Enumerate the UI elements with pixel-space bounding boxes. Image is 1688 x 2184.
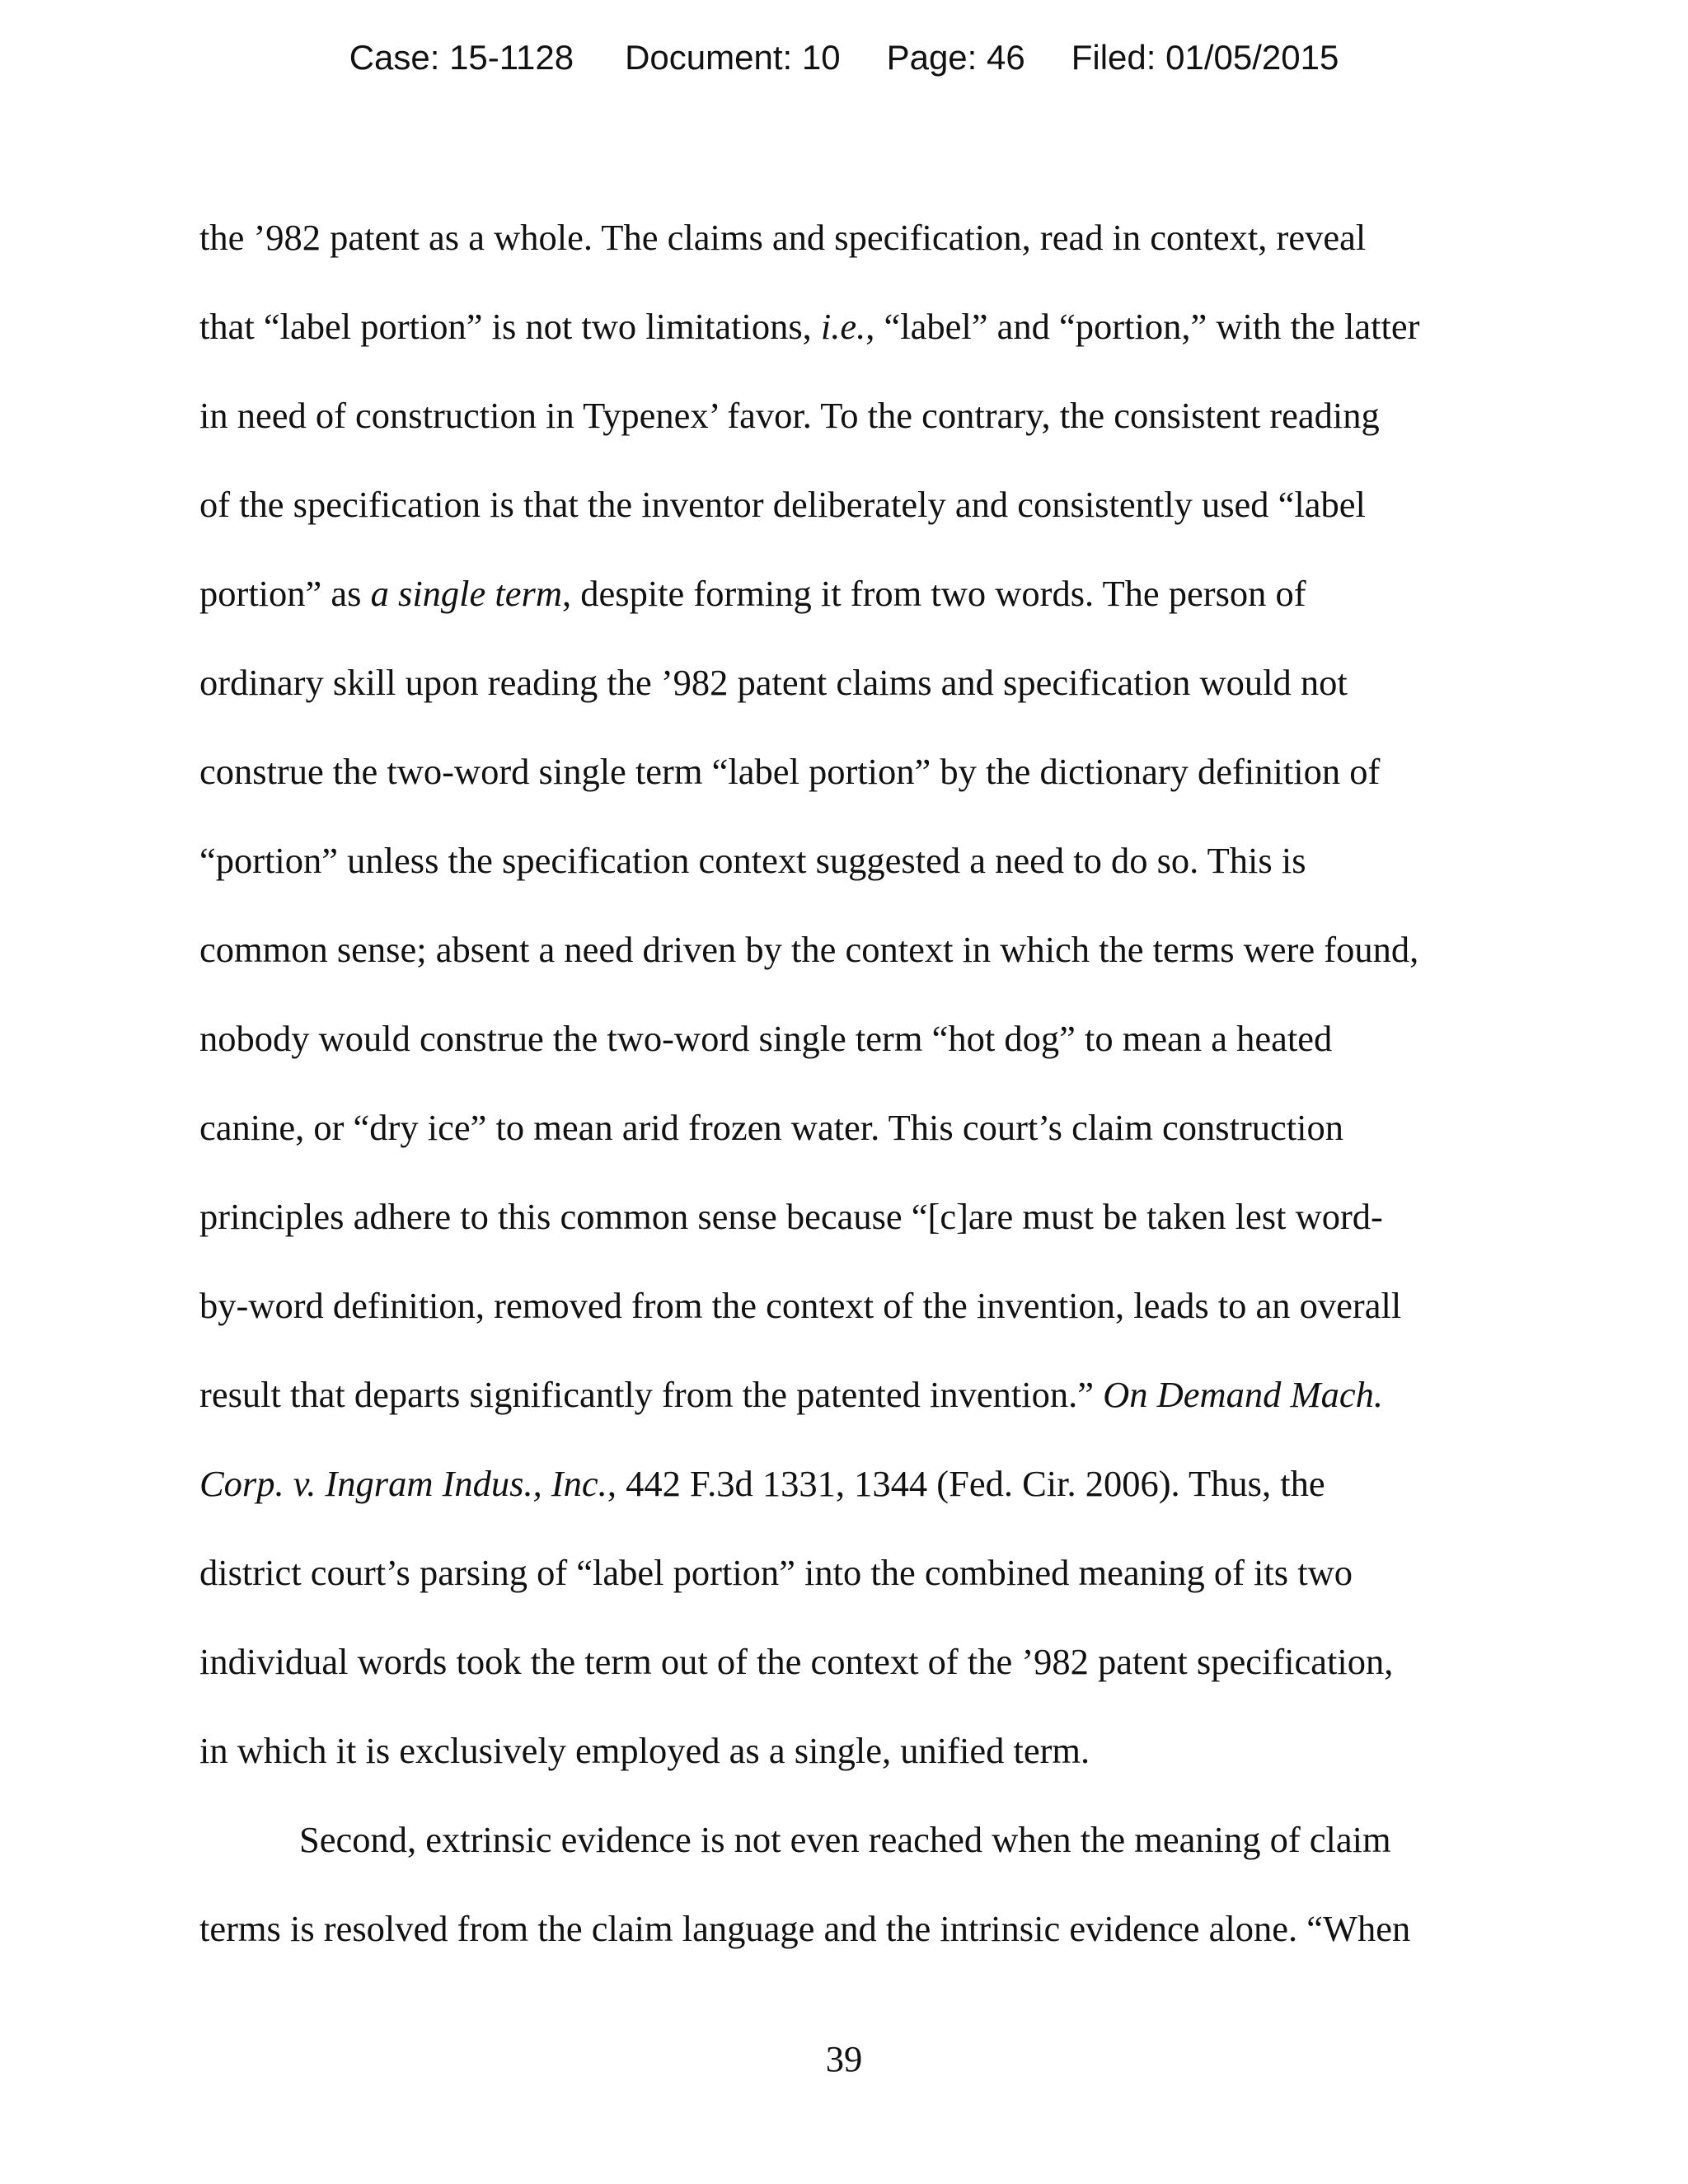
text-line: “portion” unless the specification context suggested a need to do so. This is [199,840,1306,881]
text-line: in which it is exclusively employed as a single, unified term. [199,1730,1090,1771]
text-line: canine, or “dry ice” to mean arid frozen water. This court’s claim construction [199,1107,1344,1148]
italic-text: i.e. [820,306,866,347]
text-line: district court’s parsing of “label portion” into the combined meaning of its two [199,1552,1353,1593]
text-line: ordinary skill upon reading the ’982 patent claims and specification would not [199,662,1348,703]
text-line: common sense; absent a need driven by the context in which the terms were found, [199,929,1419,970]
text-line: principles adhere to this common sense because “[c]are must be taken lest word- [199,1196,1383,1237]
paragraph-start-line: Second, extrinsic evidence is not even reached when the meaning of claim [299,1819,1391,1860]
text-line: construe the two-word single term “label portion” by the dictionary definition of [199,751,1381,792]
text-line: individual words took the term out of the context of the ’982 patent specification, [199,1641,1394,1682]
text-line: in need of construction in Typenex’ favor. To the contrary, the consistent reading [199,395,1380,436]
document-header [0,36,1688,79]
text-line: Corp. v. Ingram Indus., Inc., 442 F.3d 1331, 1344 (Fed. Cir. 2006). Thus, the [199,1463,1325,1504]
text-line: by-word definition, removed from the context of the invention, leads to an overall [199,1285,1402,1326]
page-number: 39 [825,2038,863,2079]
text-line: portion” as a single term, despite forming it from two words. The person of [199,573,1306,614]
page-indicator: Page: 46 [886,38,1025,77]
case-citation: Corp. v. Ingram Indus., Inc. [199,1463,607,1504]
italic-text: a single term [370,573,562,614]
case-citation: On Demand Mach. [1103,1374,1383,1415]
document-number: Document: 10 [625,38,841,77]
text-line: nobody would construe the two-word single term “hot dog” to mean a heated [199,1018,1333,1059]
text-line: result that departs significantly from the patented invention.” On Demand Mach. [199,1374,1383,1415]
text-line: of the specification is that the inventor deliberately and consistently used “label [199,484,1366,525]
case-number: Case: 15-1128 [349,38,574,77]
filed-date: Filed: 01/05/2015 [1071,38,1339,77]
body-text [199,193,1502,1973]
text-line: terms is resolved from the claim language and the intrinsic evidence alone. “When [199,1908,1411,1949]
text-line: that “label portion” is not two limitations, i.e., “label” and “portion,” with the latter [199,306,1420,347]
text-line: the ’982 patent as a whole. The claims and specification, read in context, reveal [199,217,1367,258]
